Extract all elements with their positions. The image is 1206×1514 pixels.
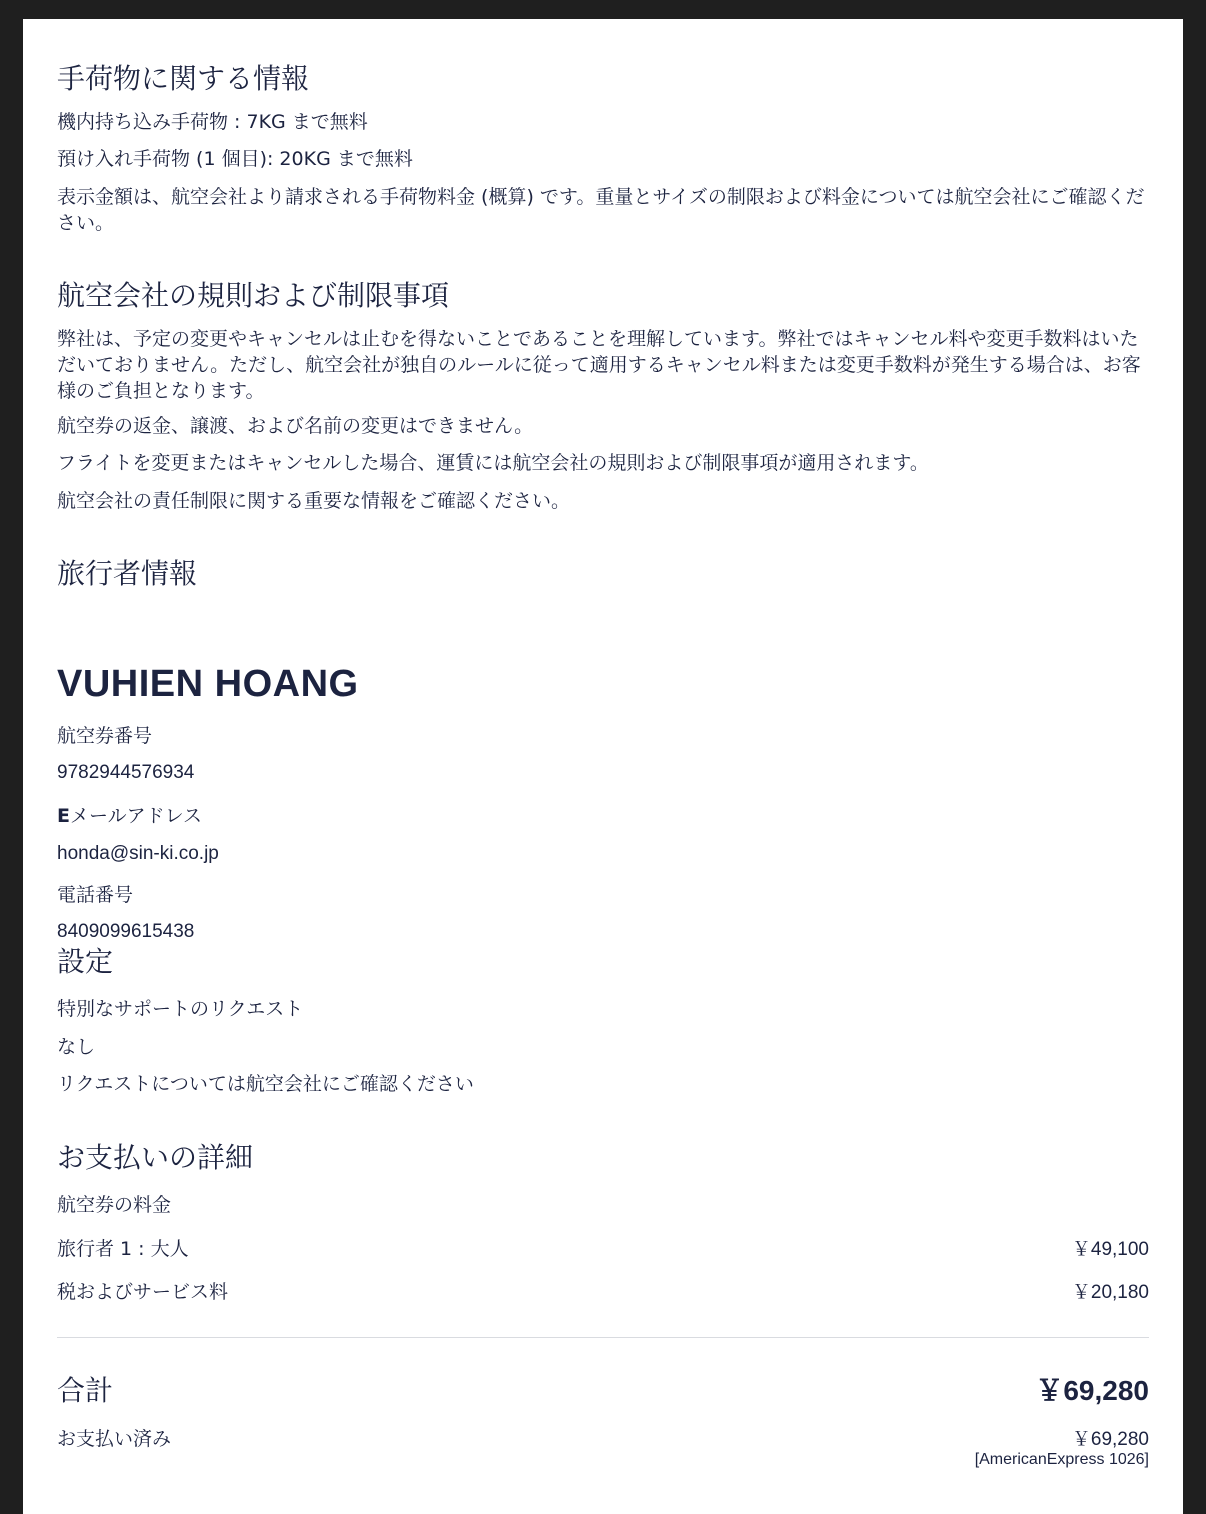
paid-amount: ￥69,280 (1071, 1429, 1149, 1450)
rules-paragraph-refund: 航空券の返金、譲渡、および名前の変更はできません。 (57, 415, 534, 437)
total-row (57, 1369, 1149, 1409)
ticket-number-label: 航空券番号 (57, 725, 153, 747)
baggage-note: 表示金額は、航空会社より請求される手荷物料金 (概算) です。重量とサイズの制限および料金については航空会社にご確認ください。 (57, 186, 1145, 234)
traveler-fare-row (57, 1234, 1149, 1262)
itinerary-page (23, 19, 1183, 1514)
settings-heading: 設定 (57, 945, 114, 978)
special-support-note: リクエストについては航空会社にご確認ください (57, 1073, 474, 1095)
traveler-fare-amount: ￥49,100 (1071, 1239, 1149, 1260)
email-label-text: メールアドレス (69, 805, 203, 827)
rules-paragraph-change: フライトを変更またはキャンセルした場合、運賃には航空会社の規則および制限事項が適用されます。 (57, 452, 929, 474)
traveler-name: VUHIEN HOANG (57, 663, 359, 705)
payment-heading: お支払いの詳細 (57, 1141, 254, 1174)
card-info: [AmericanExpress 1026] (974, 1451, 1149, 1468)
special-support-label: 特別なサポートのリクエスト (57, 998, 304, 1020)
rules-paragraph-cancellation: 弊社は、予定の変更やキャンセルは止むを得ないことであることを理解しています。弊社ではキャンセル料や変更手数料はいただいておりません。ただし、航空会社が独自のルールに従って適用するキャンセル料または変更手数料が発生する場合は、お客様のご負担となります。 (57, 328, 1141, 402)
special-support-value: なし (57, 1036, 96, 1058)
checked-allowance: 預け入れ手荷物 (1 個目): 20KG まで無料 (57, 148, 413, 170)
total-label: 合計 (57, 1374, 114, 1407)
paid-label: お支払い済み (57, 1428, 172, 1450)
tax-label: 税およびサービス料 (57, 1281, 229, 1303)
rules-paragraph-liability: 航空会社の責任制限に関する重要な情報をご確認ください。 (57, 490, 571, 512)
email-address: honda@sin-ki.co.jp (57, 843, 219, 864)
traveler-fare-label: 旅行者 1 : 大人 (57, 1238, 189, 1260)
ticket-number: 9782944576934 (57, 762, 195, 783)
rules-heading: 航空会社の規則および制限事項 (57, 279, 450, 312)
email-label (57, 803, 202, 829)
tax-amount: ￥20,180 (1071, 1282, 1149, 1303)
paid-row (57, 1424, 1149, 1452)
total-divider (57, 1337, 1149, 1338)
phone-number: 8409099615438 (57, 921, 195, 942)
phone-label: 電話番号 (57, 884, 134, 906)
fare-label: 航空券の料金 (57, 1194, 172, 1216)
baggage-heading: 手荷物に関する情報 (57, 62, 310, 95)
total-amount: ￥69,280 (1035, 1375, 1149, 1406)
tax-row (57, 1277, 1149, 1305)
carry-on-allowance: 機内持ち込み手荷物 : 7KG まで無料 (57, 111, 368, 133)
traveler-heading: 旅行者情報 (57, 557, 198, 590)
email-label-prefix: E (57, 805, 70, 827)
